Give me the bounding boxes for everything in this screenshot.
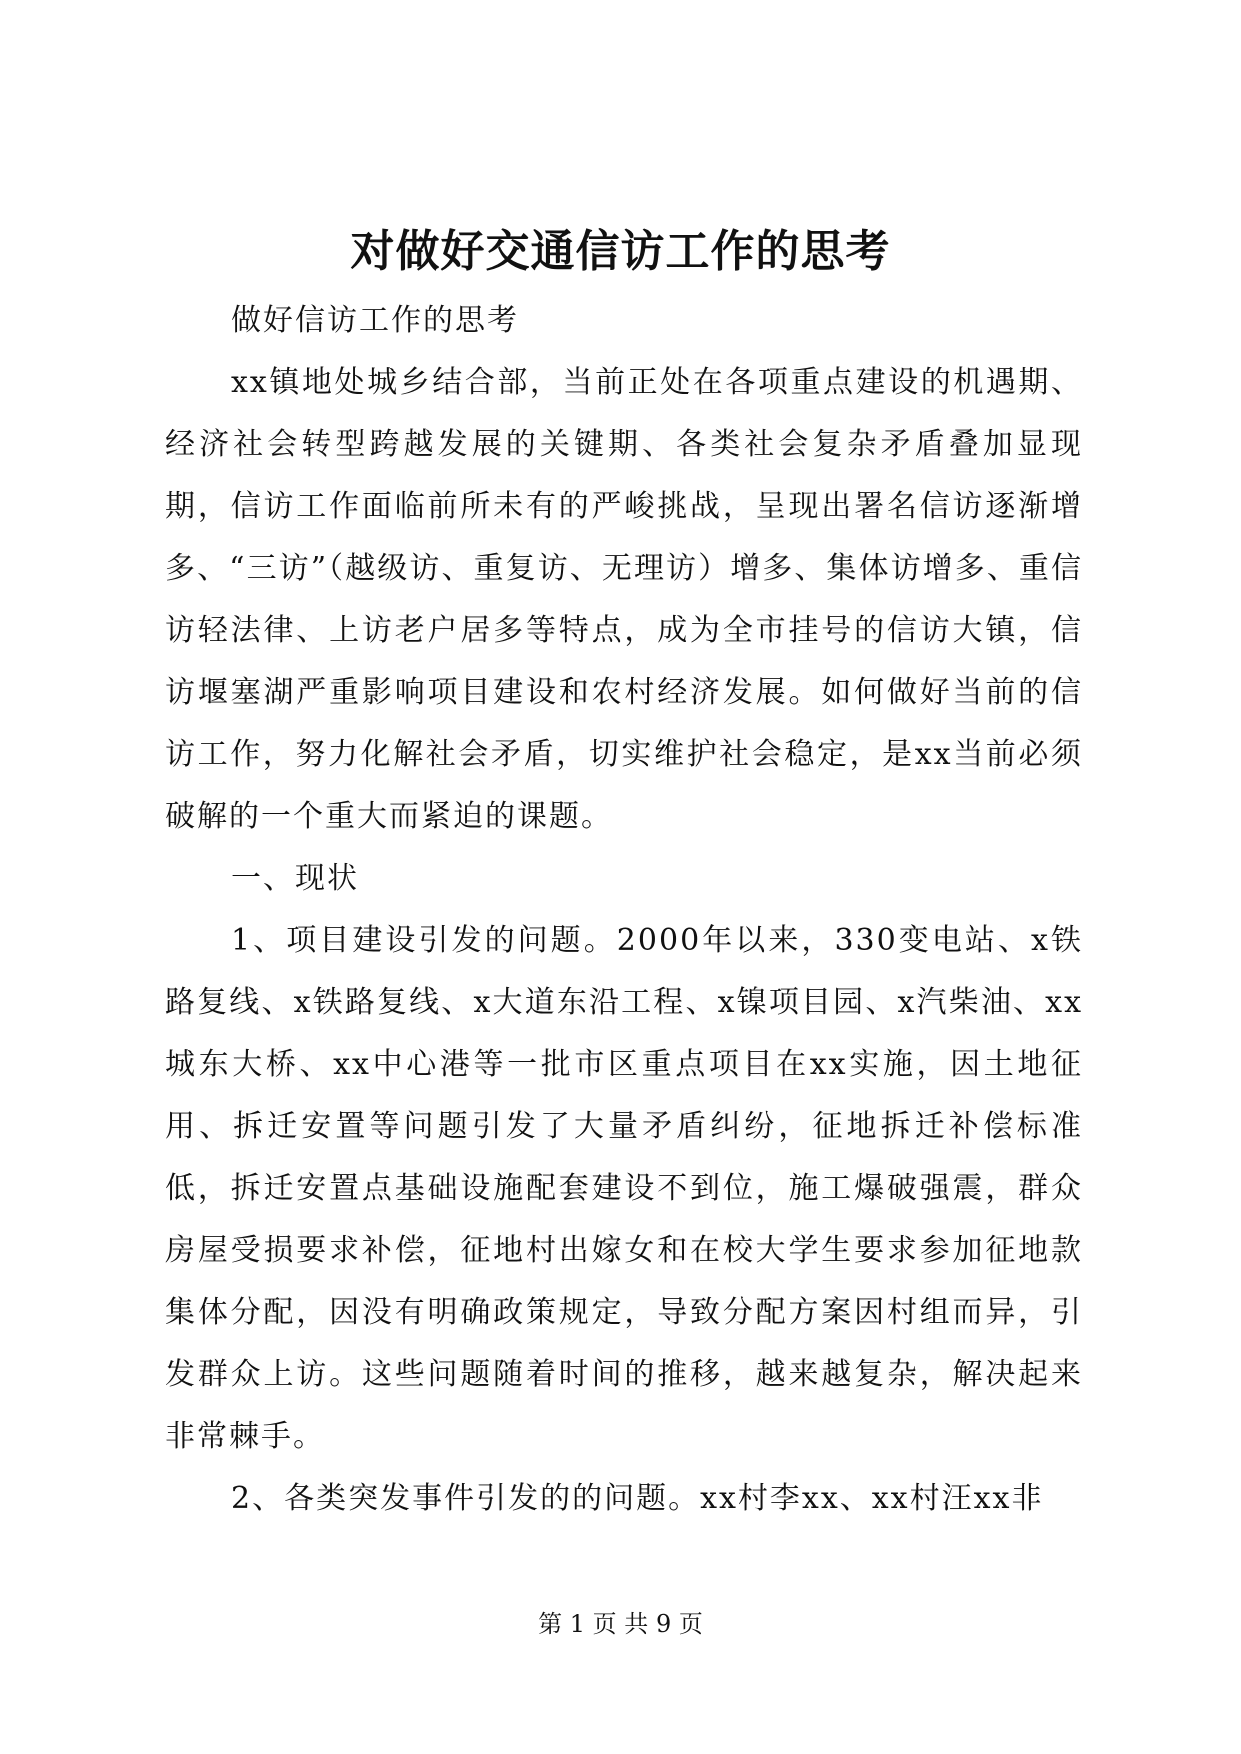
page-number-footer: 第 1 页 共 9 页 [538, 1610, 703, 1638]
section-heading-status: 一、现状 [231, 861, 359, 896]
paragraph-item-2: 2、各类突发事件引发的的问题。xx村李xx、xx村汪xx非 [231, 1481, 1044, 1516]
document-title: 对做好交通信访工作的思考 [350, 226, 891, 277]
document-body [165, 290, 1083, 1530]
paragraph-intro: xx镇地处城乡结合部，当前正处在各项重点建设的机遇期、经济社会转型跨越发展的关键期、各类社会复杂矛盾叠加显现期，信访工作面临前所未有的严峻挑战，呈现出署名信访逐渐增多、“三访”（越级访、重复访、无理访）增多、集体访增多、重信访轻法律、上访老户居多等特点，成为全市挂号的信访大镇，信访堰塞湖严重影响项目建设和农村经济发展。如何做好当前的信访工作，努力化解社会矛盾，切实维护社会稳定，是xx当前必须破解的一个重大而紧迫的课题。 [165, 365, 1083, 834]
paragraph-subtitle: 做好信访工作的思考 [231, 303, 519, 338]
paragraph-item-1: 1、项目建设引发的问题。2000年以来，330变电站、x铁路复线、x铁路复线、x大道东沿工程、x镍项目园、x汽柴油、xx城东大桥、xx中心港等一批市区重点项目在xx实施，因土地征用、拆迁安置等问题引发了大量矛盾纠纷，征地拆迁补偿标准低，拆迁安置点基础设施配套建设不到位，施工爆破强震，群众房屋受损要求补偿，征地村出嫁女和在校大学生要求参加征地款集体分配，因没有明确政策规定，导致分配方案因村组而异，引发群众上访。这些问题随着时间的推移，越来越复杂，解决起来非常棘手。 [165, 923, 1083, 1454]
